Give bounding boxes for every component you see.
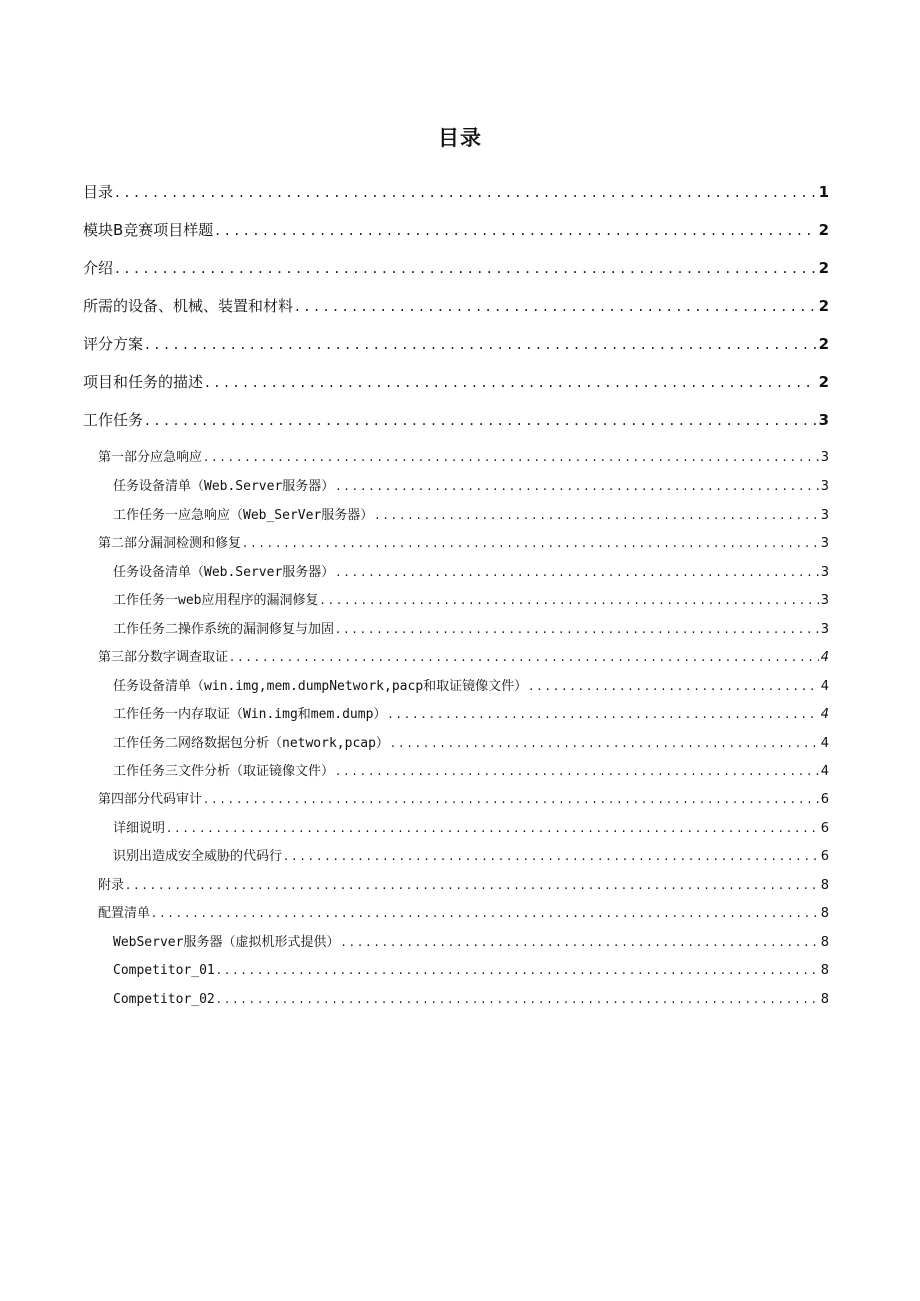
toc-entry-title: 详细说明 [113,821,166,836]
toc-entry[interactable] [98,790,829,810]
toc-dot-leader [167,819,819,839]
toc-entry[interactable] [83,218,829,242]
toc-entry-title: 工作任务二操作系统的漏洞修复与加固 [113,622,335,637]
toc-dot-leader [217,990,819,1010]
toc-dot-leader [152,904,819,924]
toc-dot-leader [336,762,819,782]
toc-entry-page: 3 [820,508,829,523]
toc-entry[interactable] [98,648,829,668]
toc-entry-page: 6 [820,821,829,836]
toc-dot-leader [341,933,818,953]
toc-entry-title: 评分方案 [83,335,144,353]
toc-entry-page: 3 [820,622,829,637]
toc-entry-title: 项目和任务的描述 [83,373,204,391]
toc-dot-leader [375,506,818,526]
toc-dot-leader [230,648,819,668]
toc-dot-leader [336,477,818,497]
toc-entry[interactable] [98,904,829,924]
toc-entry[interactable] [83,332,829,356]
toc-dot-leader [217,961,819,981]
toc-entry-title: 所需的设备、机械、装置和材料 [83,297,294,315]
toc-entry-page: 4 [820,764,829,779]
toc-entry-title: 第三部分数字调查取证 [98,650,229,665]
toc-dot-leader [204,790,819,810]
toc-entry-page: 3 [820,565,829,580]
toc-entry[interactable] [98,534,829,554]
toc-entry-page: 3 [820,593,829,608]
toc-entry-title: 工作任务一内存取证（Win.img和mem.dump） [113,707,387,722]
toc-entry-page: 8 [820,878,829,893]
toc-entry[interactable] [113,819,829,839]
toc-dot-leader [284,847,819,867]
toc-entry-title: 第四部分代码审计 [98,792,203,807]
toc-entry-title: WebServer服务器（虚拟机形式提供） [113,935,340,950]
toc-entry-page: 6 [820,792,829,807]
toc-entry-title: 第二部分漏洞检测和修复 [98,536,242,551]
toc-entry[interactable] [83,180,829,204]
toc-dot-leader [388,705,818,725]
toc-entry-title: 第一部分应急响应 [98,450,203,465]
toc-entry-page: 8 [820,935,829,950]
toc-dot-leader [243,534,819,554]
toc-entry-title: 附录 [98,878,125,893]
toc-entry-title: 目录 [83,183,114,201]
toc-entry-title: 工作任务一应急响应（Web_SerVer服务器） [113,508,374,523]
toc-dot-leader [336,620,819,640]
toc-entry[interactable] [113,477,829,497]
toc-dot-leader [336,563,818,583]
toc-entry[interactable] [83,294,829,318]
toc-entry[interactable] [113,705,829,725]
toc-dot-leader [529,677,819,697]
toc-entry-title: 工作任务二网络数据包分析（network,pcap） [113,736,389,751]
toc-entry-page: 2 [818,373,829,391]
toc-dot-leader [115,180,817,204]
toc-entry[interactable] [113,506,829,526]
toc-entry-page: 4 [820,679,829,694]
toc-entry-title: 任务设备清单（win.img,mem.dumpNetwork,pacp和取证镜像文件） [113,679,528,694]
toc-dot-leader [391,734,819,754]
toc-entry-title: 工作任务三文件分析（取证镜像文件） [113,764,335,779]
toc-entry-page: 8 [820,992,829,1007]
toc-entry[interactable] [113,762,829,782]
toc-entry-title: Competitor_01 [113,963,215,978]
toc-entry[interactable] [113,677,829,697]
toc-entry-title: 任务设备清单（Web.Server服务器） [113,565,335,580]
toc-entry-page: 3 [820,450,829,465]
toc-entry[interactable] [83,256,829,280]
toc-dot-leader [126,876,819,896]
toc-entry-page: 3 [820,536,829,551]
toc-entry[interactable] [83,370,829,394]
toc-entry-title: 工作任务一web应用程序的漏洞修复 [113,593,319,608]
toc-dot-leader [145,332,817,356]
toc-entry-title: 模块B竞赛项目样题 [83,221,214,239]
toc-entry[interactable] [113,620,829,640]
toc-dot-leader [320,591,818,611]
toc-entry[interactable] [113,847,829,867]
toc-entry-title: 识别出造成安全威胁的代码行 [113,849,283,864]
toc-dot-leader [295,294,817,318]
toc-entry-title: Competitor_02 [113,992,215,1007]
toc-entry-page: 2 [818,221,829,239]
toc-entry[interactable] [83,408,829,432]
toc-entry-page: 3 [818,411,829,429]
toc-dot-leader [204,448,819,468]
toc-entry-page: 6 [820,849,829,864]
toc-dot-leader [205,370,817,394]
toc-entry-title: 介绍 [83,259,114,277]
toc-entry-page: 8 [820,963,829,978]
toc-entry[interactable] [113,990,829,1010]
toc-entry[interactable] [98,448,829,468]
toc-entry-title: 配置清单 [98,906,151,921]
toc-entry-page: 2 [818,297,829,315]
toc-entry[interactable] [113,591,829,611]
toc-entry[interactable] [113,563,829,583]
toc-dot-leader [215,218,816,242]
toc-entry-page: 2 [818,335,829,353]
toc-entry-page: 4 [820,707,829,722]
toc-entry-page: 4 [820,736,829,751]
toc-entry-page: 3 [820,479,829,494]
toc-entry-title: 任务设备清单（Web.Server服务器） [113,479,335,494]
toc-entry[interactable] [113,933,829,953]
toc-entry[interactable] [113,961,829,981]
toc-entry-page: 4 [820,650,829,665]
page-title: 目录 [438,126,482,150]
toc-entry[interactable] [98,876,829,896]
toc-entry-title: 工作任务 [83,411,144,429]
toc-dot-leader [115,256,817,280]
toc-dot-leader [145,408,817,432]
toc-entry-page: 8 [820,906,829,921]
toc-entry-page: 2 [818,259,829,277]
toc-entry[interactable] [113,734,829,754]
toc-entry-page: 1 [818,183,829,201]
